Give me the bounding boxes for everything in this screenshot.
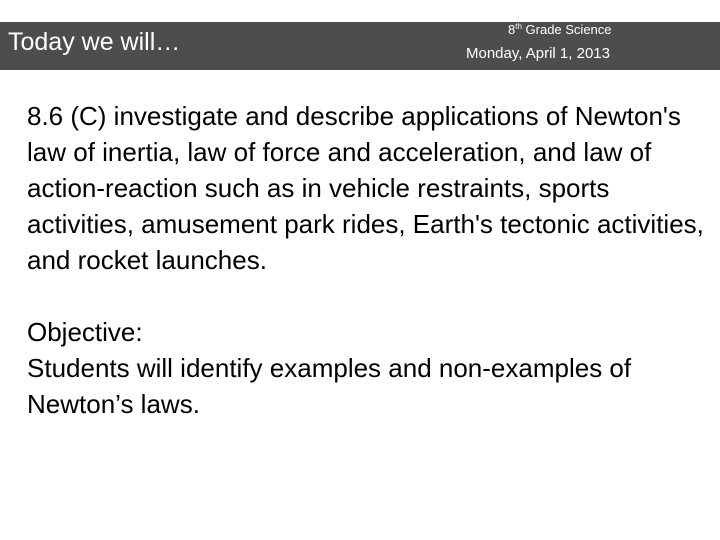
course-name: Grade Science xyxy=(521,22,612,37)
course-grade: 8 xyxy=(508,22,516,37)
slide-title: Today we will… xyxy=(8,28,181,56)
slide-body xyxy=(27,98,707,422)
date-label: Monday, April 1, 2013 xyxy=(466,45,610,62)
course-label xyxy=(508,23,612,36)
course-grade-suffix: th xyxy=(515,22,522,31)
objective-heading: Objective: xyxy=(27,317,143,347)
standard-text: 8.6 (C) investigate and describe applications of Newton's law of inertia, law of force and acceleration, and law of action-reaction such as in vehicle restraints, sports activities, amusement park rides, Earth's tectonic activities, and rocket launches. xyxy=(27,101,704,275)
objective-text: Students will identify examples and non-examples of Newton’s laws. xyxy=(27,353,632,419)
